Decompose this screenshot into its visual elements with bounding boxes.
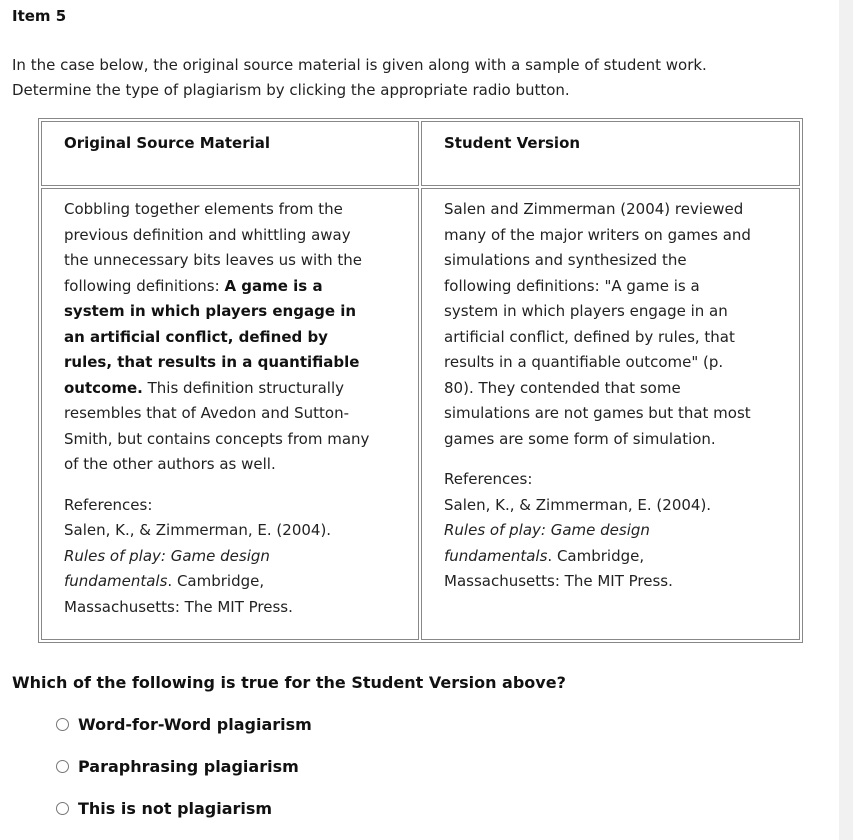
student-line: system in which players engage in an [444, 302, 728, 320]
student-line: Salen and Zimmerman (2004) reviewed [444, 200, 744, 218]
student-reference-line: Salen, K., & Zimmerman, E. (2004). [444, 495, 712, 514]
student-reference-line [444, 544, 777, 570]
original-line-bold: A game is a [224, 276, 323, 295]
original-line: the unnecessary bits leaves us with the [64, 251, 362, 269]
student-line: games are some form of simulation. [444, 429, 716, 448]
original-reference-line: Massachusetts: The MIT Press. [64, 597, 293, 616]
student-line: 80). They contended that some [444, 378, 681, 397]
student-reference-italic: fundamentals [444, 546, 548, 565]
radio-button[interactable] [56, 760, 69, 773]
scrollbar-track[interactable] [839, 0, 853, 840]
option-label[interactable]: This is not plagiarism [78, 798, 273, 818]
original-source-text [64, 197, 396, 620]
student-line: simulations are not games but that most [444, 404, 751, 422]
option-not-plagiarism[interactable] [56, 797, 272, 819]
original-line: resembles that of Avedon and Sutton- [64, 404, 350, 422]
student-reference-line: Rules of play: Game design [444, 521, 650, 539]
original-line-bold: outcome. [64, 378, 143, 397]
option-word-for-word[interactable] [56, 713, 312, 735]
original-source-header: Original Source Material [64, 134, 271, 152]
student-reference-plain: . Cambridge, [547, 546, 645, 565]
original-header-cell [41, 121, 419, 186]
original-line [64, 376, 396, 402]
original-reference-line [64, 569, 396, 595]
student-reference-line: Massachusetts: The MIT Press. [444, 572, 673, 590]
student-version-cell [421, 188, 800, 640]
radio-button[interactable] [56, 802, 69, 815]
instructions-line-1: In the case below, the original source material is given along with a sample of student work. [12, 56, 707, 74]
original-source-cell [41, 188, 419, 640]
original-line-plain: following definitions: [64, 276, 225, 295]
student-line: many of the major writers on games and [444, 225, 751, 244]
original-line: Smith, but contains concepts from many [64, 429, 370, 448]
original-line: Cobbling together elements from the [64, 200, 343, 218]
original-reference-italic: fundamentals [64, 572, 168, 590]
question-text: Which of the following is true for the Student Version above? [12, 673, 566, 692]
student-line: results in a quantifiable outcome" (p. [444, 353, 724, 371]
original-reference-line: Salen, K., & Zimmerman, E. (2004). [64, 521, 332, 539]
option-label[interactable]: Word-for-Word plagiarism [78, 714, 312, 734]
option-paraphrasing[interactable] [56, 755, 299, 777]
student-header-cell [421, 121, 800, 186]
comparison-table [38, 118, 803, 643]
student-line: simulations and synthesized the [444, 251, 687, 269]
instructions-line-2: Determine the type of plagiarism by clicking the appropriate radio button. [12, 81, 570, 99]
item-title: Item 5 [12, 7, 67, 25]
radio-button[interactable] [56, 718, 69, 731]
instructions [12, 53, 832, 103]
option-label[interactable]: Paraphrasing plagiarism [78, 756, 299, 776]
original-line-plain: This definition structurally [142, 378, 344, 397]
student-version-header: Student Version [444, 134, 581, 152]
original-reference-line: Rules of play: Game design [64, 546, 270, 565]
student-line: artificial conflict, defined by rules, that [444, 327, 735, 346]
original-line [64, 274, 396, 300]
student-references-label: References: [444, 470, 533, 488]
original-line-bold: an artificial conflict, defined by [64, 327, 328, 346]
original-references-label: References: [64, 495, 153, 514]
original-reference-plain: . Cambridge, [167, 572, 265, 590]
original-line-bold: rules, that results in a quantifiable [64, 353, 360, 371]
student-line: following definitions: "A game is a [444, 276, 700, 295]
original-line-bold: system in which players engage in [64, 302, 357, 320]
student-version-text [444, 197, 777, 595]
original-line: of the other authors as well. [64, 455, 276, 473]
original-line: previous definition and whittling away [64, 225, 351, 244]
